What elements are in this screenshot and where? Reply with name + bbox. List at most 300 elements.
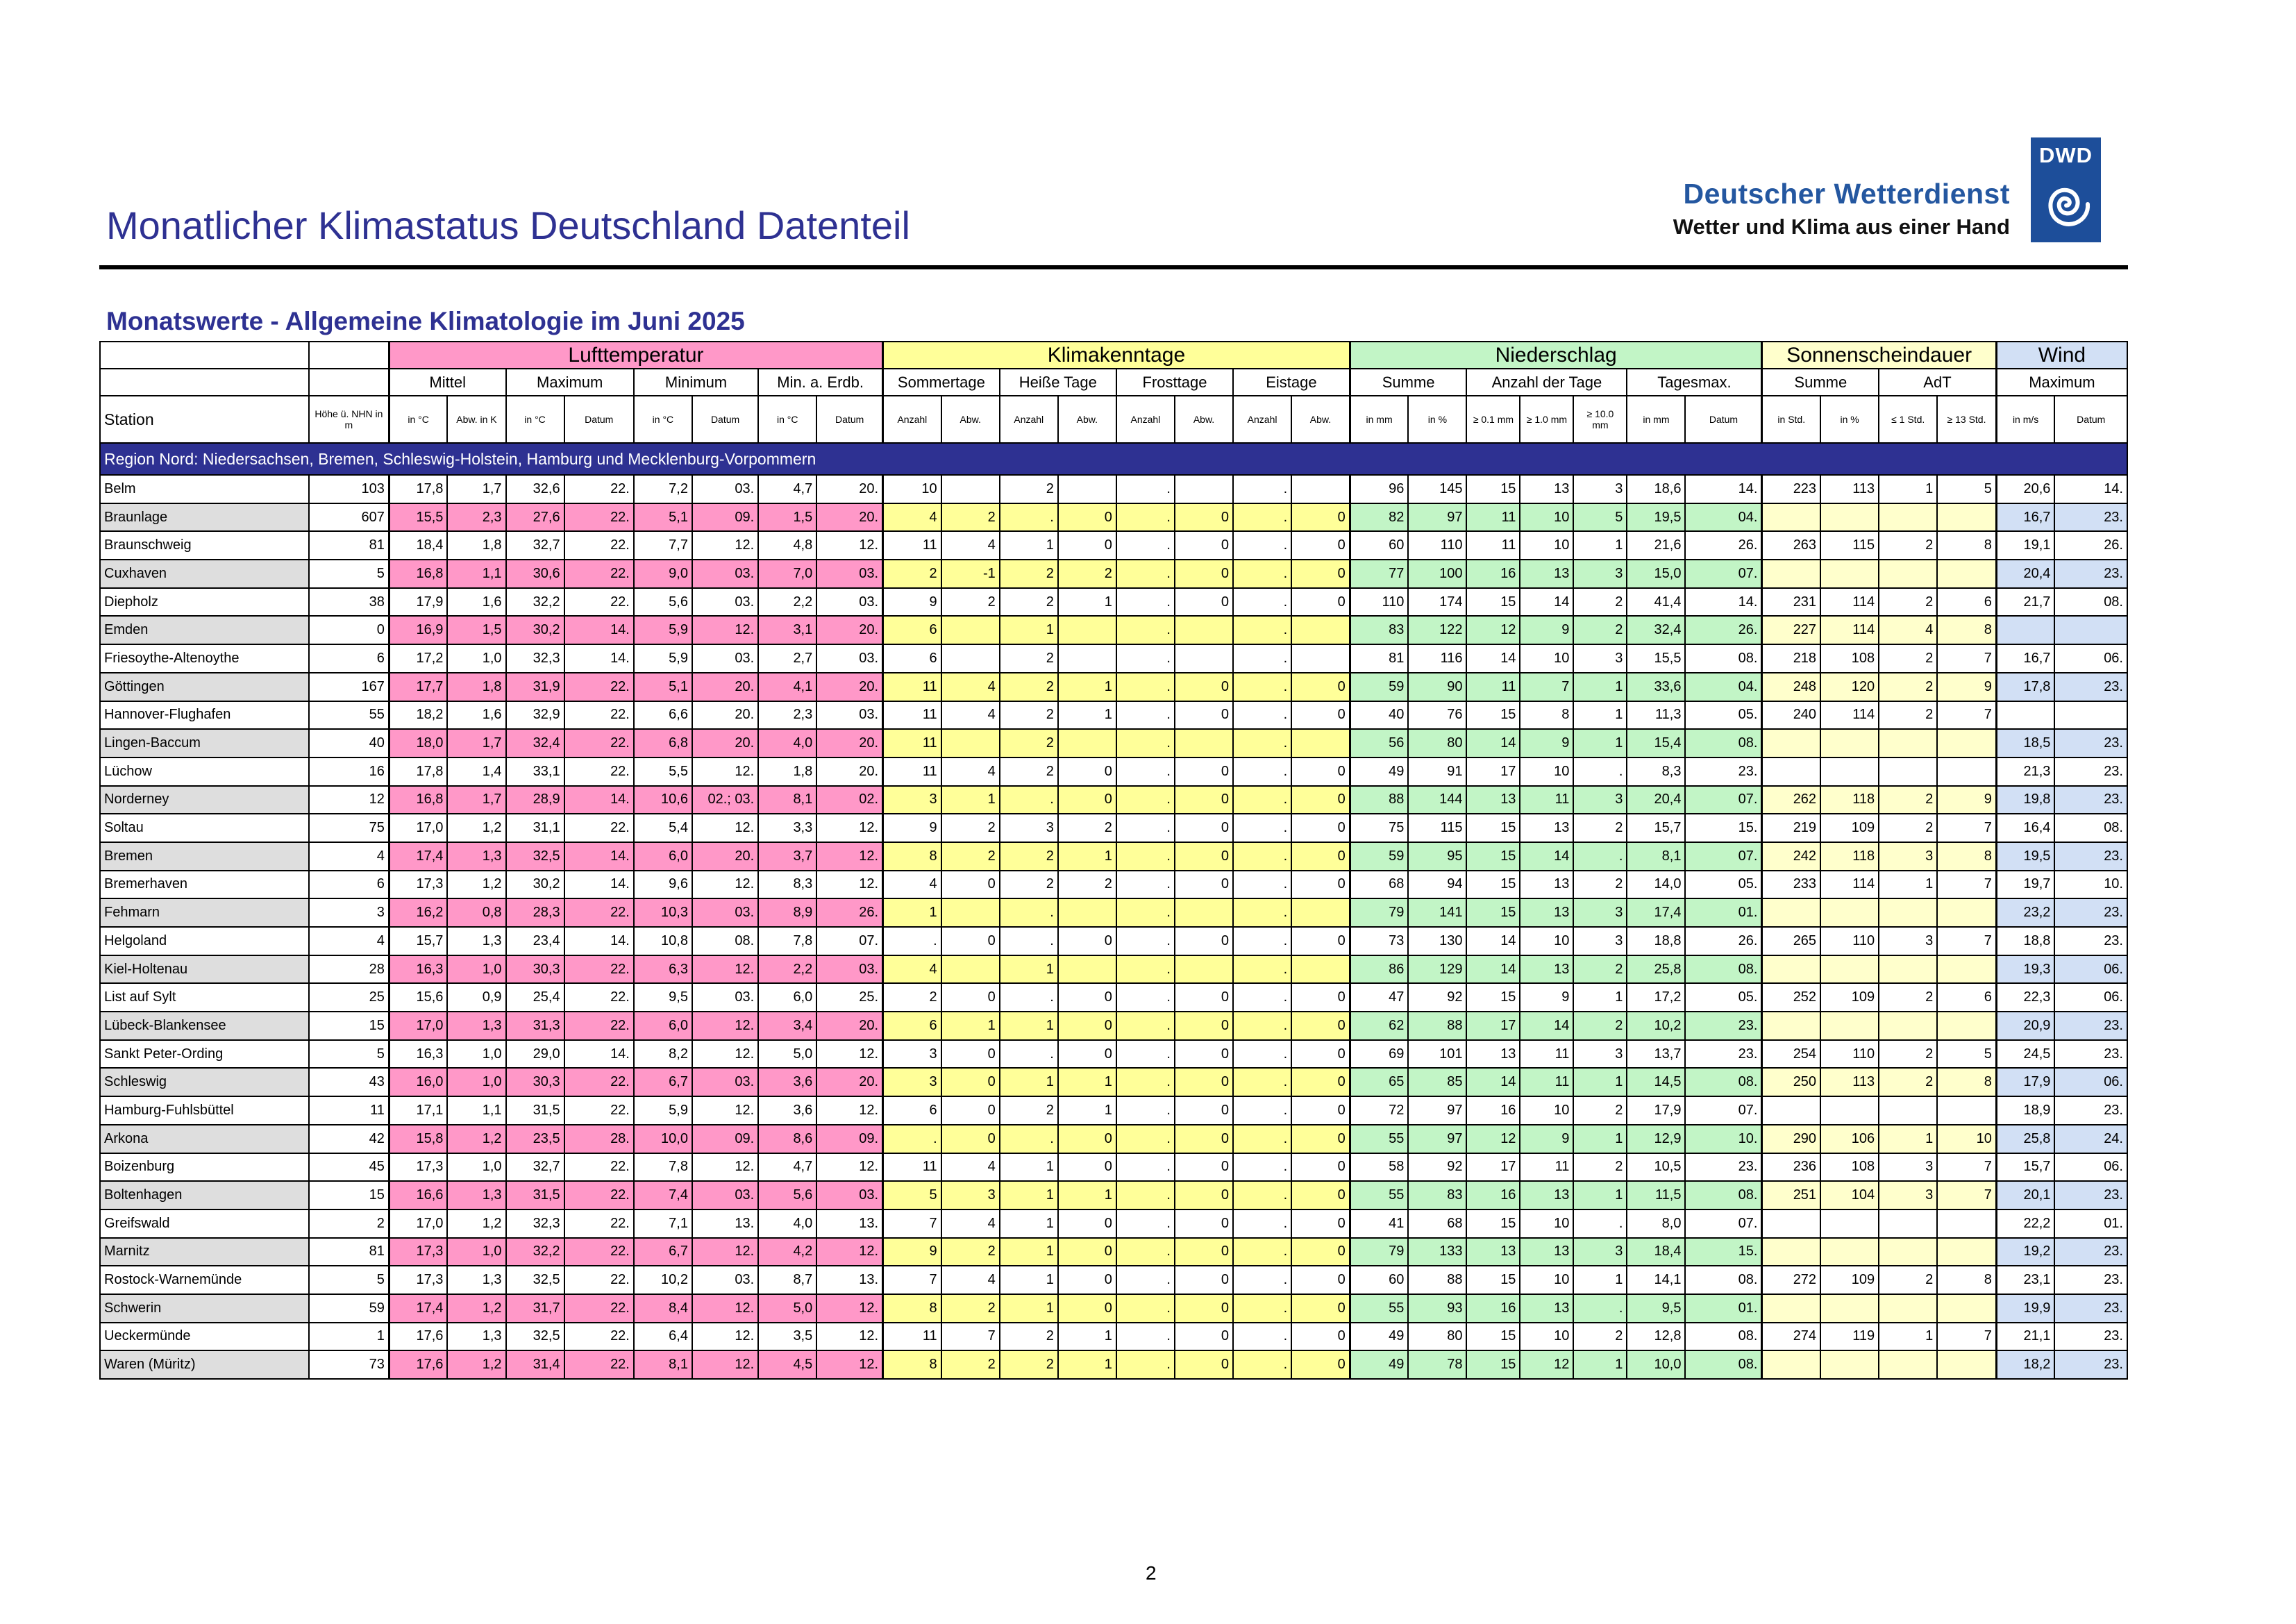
station-name: Waren (Müritz) bbox=[100, 1350, 309, 1379]
table-cell: 2 bbox=[1000, 1350, 1058, 1379]
table-cell: 11 bbox=[883, 1323, 941, 1351]
table-cell: 55 bbox=[1350, 1294, 1408, 1323]
table-cell: 0 bbox=[1175, 1238, 1233, 1266]
table-cell: 16,4 bbox=[1996, 814, 2054, 842]
table-cell: 08. bbox=[692, 927, 758, 955]
station-name: Braunschweig bbox=[100, 531, 309, 560]
table-cell: 0 bbox=[1058, 1153, 1116, 1182]
table-cell: 1 bbox=[1573, 983, 1627, 1012]
table-cell: 59 bbox=[1350, 842, 1408, 871]
table-cell: 17 bbox=[1466, 1012, 1520, 1040]
table-cell bbox=[1937, 1238, 1996, 1266]
table-cell: 10,0 bbox=[1627, 1350, 1685, 1379]
table-cell bbox=[1996, 701, 2054, 730]
table-cell: . bbox=[1116, 842, 1175, 871]
table-cell: 0 bbox=[1175, 757, 1233, 786]
table-row bbox=[100, 757, 2127, 786]
table-cell: 7,2 bbox=[634, 475, 692, 503]
table-cell: 1,0 bbox=[447, 955, 505, 984]
table-cell: 10,5 bbox=[1627, 1153, 1685, 1182]
table-cell: 03. bbox=[692, 588, 758, 617]
station-name: Diepholz bbox=[100, 588, 309, 617]
table-cell: 13 bbox=[1466, 786, 1520, 814]
table-cell: 08. bbox=[1685, 955, 1762, 984]
table-cell: 12. bbox=[692, 757, 758, 786]
table-cell: 16 bbox=[1466, 1294, 1520, 1323]
table-cell: 12. bbox=[692, 1040, 758, 1069]
table-cell: 2 bbox=[1000, 588, 1058, 617]
table-cell bbox=[1820, 955, 1879, 984]
table-cell: 32,4 bbox=[1627, 616, 1685, 644]
table-cell: 5,1 bbox=[634, 673, 692, 701]
table-cell: 60 bbox=[1350, 1266, 1408, 1294]
table-cell: 1,3 bbox=[447, 1181, 505, 1209]
table-cell: 14,5 bbox=[1627, 1068, 1685, 1096]
table-cell: 06. bbox=[2054, 1153, 2127, 1182]
table-cell: 22. bbox=[564, 757, 634, 786]
table-cell: 2 bbox=[1573, 1096, 1627, 1125]
table-cell: 8,4 bbox=[634, 1294, 692, 1323]
table-cell: 8 bbox=[1937, 616, 1996, 644]
table-cell: 12. bbox=[816, 1096, 882, 1125]
table-cell: 7 bbox=[1937, 1153, 1996, 1182]
table-cell: 18,8 bbox=[1627, 927, 1685, 955]
table-cell: . bbox=[1116, 1209, 1175, 1238]
region-label: Region Nord: Niedersachsen, Bremen, Schleswig-Holstein, Hamburg und Mecklenburg-Vorpommern bbox=[100, 443, 2127, 475]
table-cell bbox=[1058, 616, 1116, 644]
table-cell: 2 bbox=[1573, 814, 1627, 842]
table-cell: . bbox=[1000, 1125, 1058, 1153]
table-cell: . bbox=[1233, 616, 1291, 644]
table-cell: 1,5 bbox=[758, 503, 816, 532]
table-cell: 100 bbox=[1408, 560, 1466, 588]
table-cell bbox=[1058, 955, 1116, 984]
table-cell: 0 bbox=[309, 616, 389, 644]
table-cell: 1 bbox=[1573, 701, 1627, 730]
table-cell bbox=[1175, 616, 1233, 644]
table-cell: 22. bbox=[564, 1294, 634, 1323]
table-cell: 0 bbox=[1058, 786, 1116, 814]
table-cell: 03. bbox=[816, 955, 882, 984]
table-cell: 3 bbox=[1573, 786, 1627, 814]
table-cell: 23,2 bbox=[1996, 898, 2054, 927]
table-cell: 0,8 bbox=[447, 898, 505, 927]
table-cell: 22. bbox=[564, 1266, 634, 1294]
group-wind: Wind bbox=[1996, 342, 2127, 369]
table-cell: 0 bbox=[1175, 1181, 1233, 1209]
table-cell: 10,3 bbox=[634, 898, 692, 927]
table-cell: 20. bbox=[816, 1012, 882, 1040]
table-cell: 97 bbox=[1408, 1125, 1466, 1153]
table-cell: 21,7 bbox=[1996, 588, 2054, 617]
table-cell: 32,3 bbox=[506, 1209, 564, 1238]
table-cell: 5 bbox=[309, 1266, 389, 1294]
table-cell: 2 bbox=[1879, 1068, 1937, 1096]
table-cell: . bbox=[1233, 1181, 1291, 1209]
table-cell: 0 bbox=[1058, 1125, 1116, 1153]
table-cell: . bbox=[1116, 616, 1175, 644]
table-cell: 20. bbox=[816, 673, 882, 701]
table-cell: 23. bbox=[2054, 1294, 2127, 1323]
table-cell: 75 bbox=[309, 814, 389, 842]
sub-tagesmax: Tagesmax. bbox=[1627, 369, 1762, 396]
table-cell: . bbox=[1116, 560, 1175, 588]
table-cell: 88 bbox=[1350, 786, 1408, 814]
table-cell: 1,2 bbox=[447, 1350, 505, 1379]
table-cell: 11 bbox=[883, 673, 941, 701]
table-cell: 16,7 bbox=[1996, 503, 2054, 532]
table-cell: 14. bbox=[564, 927, 634, 955]
table-cell: 1,1 bbox=[447, 560, 505, 588]
station-name: Lingen-Baccum bbox=[100, 729, 309, 757]
table-cell: 19,7 bbox=[1996, 871, 2054, 899]
sub-maximum: Maximum bbox=[506, 369, 634, 396]
table-cell: 3,3 bbox=[758, 814, 816, 842]
table-cell: 80 bbox=[1408, 1323, 1466, 1351]
sub-min-erdb: Min. a. Erdb. bbox=[758, 369, 882, 396]
table-cell bbox=[1879, 1012, 1937, 1040]
table-cell: 1 bbox=[1058, 1323, 1116, 1351]
table-cell: 14. bbox=[564, 786, 634, 814]
table-cell: 0 bbox=[1291, 757, 1350, 786]
table-cell: . bbox=[883, 927, 941, 955]
table-cell: 20. bbox=[816, 616, 882, 644]
document-title: Monatlicher Klimastatus Deutschland Datenteil bbox=[106, 203, 910, 247]
table-cell: 23,4 bbox=[506, 927, 564, 955]
table-cell: 60 bbox=[1350, 531, 1408, 560]
col-fr-anzahl: Anzahl bbox=[1116, 396, 1175, 443]
table-cell: 08. bbox=[1685, 1181, 1762, 1209]
table-row bbox=[100, 1181, 2127, 1209]
table-cell bbox=[1762, 1209, 1820, 1238]
table-cell bbox=[1820, 1012, 1879, 1040]
table-cell: 0 bbox=[1058, 1238, 1116, 1266]
table-cell bbox=[1820, 1238, 1879, 1266]
table-cell: . bbox=[1233, 1125, 1291, 1153]
table-cell: 263 bbox=[1762, 531, 1820, 560]
table-cell: 5,6 bbox=[758, 1181, 816, 1209]
table-cell: 6 bbox=[883, 644, 941, 673]
table-cell: 250 bbox=[1762, 1068, 1820, 1096]
table-cell: 22. bbox=[564, 814, 634, 842]
table-cell: 04. bbox=[1685, 673, 1762, 701]
table-cell: 55 bbox=[1350, 1181, 1408, 1209]
table-cell: 1,6 bbox=[447, 588, 505, 617]
table-cell bbox=[1996, 616, 2054, 644]
table-cell bbox=[1762, 955, 1820, 984]
col-s-ge13: ≥ 13 Std. bbox=[1937, 396, 1996, 443]
table-cell: 30,2 bbox=[506, 871, 564, 899]
table-cell: 1,0 bbox=[447, 644, 505, 673]
table-cell: 0 bbox=[1291, 927, 1350, 955]
table-cell: 20. bbox=[816, 729, 882, 757]
table-cell: 8 bbox=[1937, 1068, 1996, 1096]
org-name: Deutscher Wetterdienst bbox=[1683, 178, 2010, 210]
table-cell: 97 bbox=[1408, 1096, 1466, 1125]
table-cell: 223 bbox=[1762, 475, 1820, 503]
table-cell: 12. bbox=[692, 814, 758, 842]
table-cell: . bbox=[1233, 1350, 1291, 1379]
table-cell: 0 bbox=[1175, 503, 1233, 532]
table-cell: 13 bbox=[1466, 1238, 1520, 1266]
table-cell: 17,3 bbox=[389, 1153, 447, 1182]
table-cell: 17,7 bbox=[389, 673, 447, 701]
table-cell: 218 bbox=[1762, 644, 1820, 673]
station-name: Bremen bbox=[100, 842, 309, 871]
table-cell bbox=[1762, 898, 1820, 927]
table-cell: 13 bbox=[1520, 814, 1573, 842]
table-cell: 4 bbox=[883, 955, 941, 984]
table-cell: 1,5 bbox=[447, 616, 505, 644]
table-cell: 14 bbox=[1466, 1068, 1520, 1096]
table-cell: 23. bbox=[2054, 1012, 2127, 1040]
table-cell: . bbox=[1116, 898, 1175, 927]
table-cell: 0 bbox=[1291, 588, 1350, 617]
table-cell: . bbox=[1116, 1181, 1175, 1209]
sub-eistage: Eistage bbox=[1233, 369, 1350, 396]
table-cell: 20. bbox=[816, 503, 882, 532]
table-cell: 4 bbox=[941, 531, 1000, 560]
table-cell: 85 bbox=[1408, 1068, 1466, 1096]
table-cell: 79 bbox=[1350, 898, 1408, 927]
table-row bbox=[100, 673, 2127, 701]
table-cell: . bbox=[1116, 1323, 1175, 1351]
table-cell: 32,7 bbox=[506, 1153, 564, 1182]
table-cell: 08. bbox=[1685, 644, 1762, 673]
table-cell bbox=[1937, 1209, 1996, 1238]
table-cell bbox=[941, 475, 1000, 503]
table-cell: 3 bbox=[1573, 898, 1627, 927]
table-cell: 17,0 bbox=[389, 1012, 447, 1040]
table-cell: 1 bbox=[1573, 1181, 1627, 1209]
table-cell: 15 bbox=[1466, 1323, 1520, 1351]
table-cell: 88 bbox=[1408, 1266, 1466, 1294]
table-cell: 0 bbox=[1291, 1125, 1350, 1153]
table-cell bbox=[1058, 475, 1116, 503]
table-cell: 03. bbox=[816, 644, 882, 673]
table-cell: 17,0 bbox=[389, 1209, 447, 1238]
table-cell: . bbox=[1116, 1096, 1175, 1125]
table-row bbox=[100, 927, 2127, 955]
table-row bbox=[100, 588, 2127, 617]
table-row bbox=[100, 560, 2127, 588]
table-cell: 03. bbox=[816, 701, 882, 730]
table-cell bbox=[1937, 955, 1996, 984]
table-cell: 7 bbox=[1937, 927, 1996, 955]
table-cell: 0 bbox=[941, 1125, 1000, 1153]
table-cell: 4 bbox=[941, 673, 1000, 701]
table-cell: . bbox=[1233, 927, 1291, 955]
col-t-max: in °C bbox=[506, 396, 564, 443]
table-cell: 22. bbox=[564, 1153, 634, 1182]
table-cell bbox=[1820, 898, 1879, 927]
dwd-logo-text bbox=[1673, 178, 2010, 240]
sub-minimum: Minimum bbox=[634, 369, 758, 396]
sub-sun-summe: Summe bbox=[1762, 369, 1879, 396]
table-cell: 59 bbox=[1350, 673, 1408, 701]
table-cell: 06. bbox=[2054, 1068, 2127, 1096]
table-cell: 6,4 bbox=[634, 1323, 692, 1351]
table-cell: 96 bbox=[1350, 475, 1408, 503]
table-cell: 109 bbox=[1820, 983, 1879, 1012]
col-so-anzahl: Anzahl bbox=[883, 396, 941, 443]
table-cell: 17,9 bbox=[1627, 1096, 1685, 1125]
table-cell: 02.; 03. bbox=[692, 786, 758, 814]
table-cell: 10 bbox=[1520, 1209, 1573, 1238]
table-cell: . bbox=[1233, 983, 1291, 1012]
table-cell: 10,0 bbox=[634, 1125, 692, 1153]
col-t-abw: Abw. in K bbox=[447, 396, 505, 443]
table-cell: . bbox=[1233, 673, 1291, 701]
table-cell: 77 bbox=[1350, 560, 1408, 588]
table-cell: . bbox=[1116, 673, 1175, 701]
table-cell: 1,3 bbox=[447, 927, 505, 955]
table-cell: 05. bbox=[1685, 701, 1762, 730]
table-cell: 4,7 bbox=[758, 475, 816, 503]
table-cell: 7 bbox=[941, 1323, 1000, 1351]
table-cell: 22. bbox=[564, 560, 634, 588]
table-cell: 12 bbox=[1520, 1350, 1573, 1379]
table-cell: 15 bbox=[1466, 898, 1520, 927]
table-cell: 3,6 bbox=[758, 1068, 816, 1096]
table-cell: 1 bbox=[1058, 673, 1116, 701]
table-cell: . bbox=[1116, 588, 1175, 617]
table-cell: 41 bbox=[1350, 1209, 1408, 1238]
table-cell: 114 bbox=[1820, 701, 1879, 730]
table-cell: 3,5 bbox=[758, 1323, 816, 1351]
table-cell: 3 bbox=[1573, 560, 1627, 588]
table-cell: 10 bbox=[1520, 531, 1573, 560]
table-cell bbox=[1937, 1012, 1996, 1040]
table-cell: 2 bbox=[1000, 673, 1058, 701]
table-cell: 4 bbox=[941, 1153, 1000, 1182]
sub-mittel: Mittel bbox=[389, 369, 505, 396]
table-cell: 91 bbox=[1408, 757, 1466, 786]
table-cell: 10 bbox=[1520, 503, 1573, 532]
table-row bbox=[100, 644, 2127, 673]
table-cell: 0 bbox=[1175, 927, 1233, 955]
table-cell: 2 bbox=[1000, 1096, 1058, 1125]
table-cell: 0 bbox=[1058, 1209, 1116, 1238]
table-cell: . bbox=[1116, 701, 1175, 730]
table-cell: 73 bbox=[309, 1350, 389, 1379]
table-cell: 7,4 bbox=[634, 1181, 692, 1209]
col-n-100: ≥ 10.0 mm bbox=[1573, 396, 1627, 443]
table-cell: 22. bbox=[564, 588, 634, 617]
table-cell: 31,5 bbox=[506, 1096, 564, 1125]
table-cell bbox=[1937, 1294, 1996, 1323]
table-cell: 14 bbox=[1520, 842, 1573, 871]
table-cell: 08. bbox=[1685, 1323, 1762, 1351]
table-cell: 5 bbox=[883, 1181, 941, 1209]
table-cell: 17,4 bbox=[1627, 898, 1685, 927]
table-cell: 15 bbox=[1466, 701, 1520, 730]
table-cell: 19,8 bbox=[1996, 786, 2054, 814]
col-t-min: in °C bbox=[634, 396, 692, 443]
table-cell: 0 bbox=[1175, 673, 1233, 701]
table-cell: . bbox=[1116, 729, 1175, 757]
table-cell: 22. bbox=[564, 955, 634, 984]
table-cell: 13 bbox=[1520, 955, 1573, 984]
table-cell: 23. bbox=[2054, 673, 2127, 701]
col-n-summe: in mm bbox=[1350, 396, 1408, 443]
table-cell: 58 bbox=[1350, 1153, 1408, 1182]
table-cell: 1 bbox=[1573, 1350, 1627, 1379]
table-cell: 10 bbox=[1520, 644, 1573, 673]
table-cell: 2,2 bbox=[758, 588, 816, 617]
table-cell: . bbox=[1233, 644, 1291, 673]
table-cell: 6,3 bbox=[634, 955, 692, 984]
table-cell: 0 bbox=[1291, 1012, 1350, 1040]
table-cell: 49 bbox=[1350, 1350, 1408, 1379]
table-cell: 14. bbox=[564, 644, 634, 673]
table-cell: 0 bbox=[1175, 1350, 1233, 1379]
table-cell: 17,8 bbox=[1996, 673, 2054, 701]
table-cell: 55 bbox=[309, 701, 389, 730]
table-cell: 0 bbox=[1291, 1294, 1350, 1323]
table-cell: . bbox=[1233, 475, 1291, 503]
table-cell: 23. bbox=[2054, 1096, 2127, 1125]
table-cell: 6,8 bbox=[634, 729, 692, 757]
table-cell: 10,8 bbox=[634, 927, 692, 955]
table-cell: 2 bbox=[1879, 1040, 1937, 1069]
table-cell: 18,2 bbox=[1996, 1350, 2054, 1379]
table-cell: 13,7 bbox=[1627, 1040, 1685, 1069]
table-cell: . bbox=[1233, 1040, 1291, 1069]
table-cell: 23. bbox=[2054, 1181, 2127, 1209]
table-cell: 14 bbox=[1520, 588, 1573, 617]
table-cell: 4,5 bbox=[758, 1350, 816, 1379]
table-cell: . bbox=[1233, 1153, 1291, 1182]
table-cell: 6 bbox=[309, 871, 389, 899]
table-cell: 0 bbox=[1291, 503, 1350, 532]
table-cell: 11 bbox=[883, 531, 941, 560]
table-cell: . bbox=[1573, 757, 1627, 786]
table-cell: 62 bbox=[1350, 1012, 1408, 1040]
table-cell: 101 bbox=[1408, 1040, 1466, 1069]
table-cell: 2 bbox=[883, 983, 941, 1012]
table-cell: 0 bbox=[1175, 1294, 1233, 1323]
col-fr-abw: Abw. bbox=[1175, 396, 1233, 443]
table-cell: 23. bbox=[2054, 842, 2127, 871]
table-cell: 9 bbox=[1520, 729, 1573, 757]
table-cell: 76 bbox=[1408, 701, 1466, 730]
table-cell: 16,8 bbox=[389, 786, 447, 814]
table-cell: 12 bbox=[1466, 616, 1520, 644]
table-cell: 6,7 bbox=[634, 1068, 692, 1096]
table-cell: 03. bbox=[692, 983, 758, 1012]
station-name: Lüchow bbox=[100, 757, 309, 786]
table-cell: 07. bbox=[1685, 1096, 1762, 1125]
table-cell: 16,0 bbox=[389, 1068, 447, 1096]
table-cell: -1 bbox=[941, 560, 1000, 588]
table-row bbox=[100, 475, 2127, 503]
table-cell: 14. bbox=[564, 616, 634, 644]
table-cell: 1 bbox=[1879, 871, 1937, 899]
table-cell: 75 bbox=[1350, 814, 1408, 842]
table-cell: 4 bbox=[309, 927, 389, 955]
table-cell: 08. bbox=[1685, 1350, 1762, 1379]
table-cell: 0 bbox=[1175, 983, 1233, 1012]
table-cell: 28. bbox=[564, 1125, 634, 1153]
table-cell: . bbox=[1000, 1040, 1058, 1069]
table-cell: 15 bbox=[1466, 1209, 1520, 1238]
table-cell: 23. bbox=[2054, 1323, 2127, 1351]
table-cell: 08. bbox=[2054, 588, 2127, 617]
table-cell: 0 bbox=[1291, 1040, 1350, 1069]
table-cell: 21,3 bbox=[1996, 757, 2054, 786]
table-cell: 20. bbox=[692, 729, 758, 757]
